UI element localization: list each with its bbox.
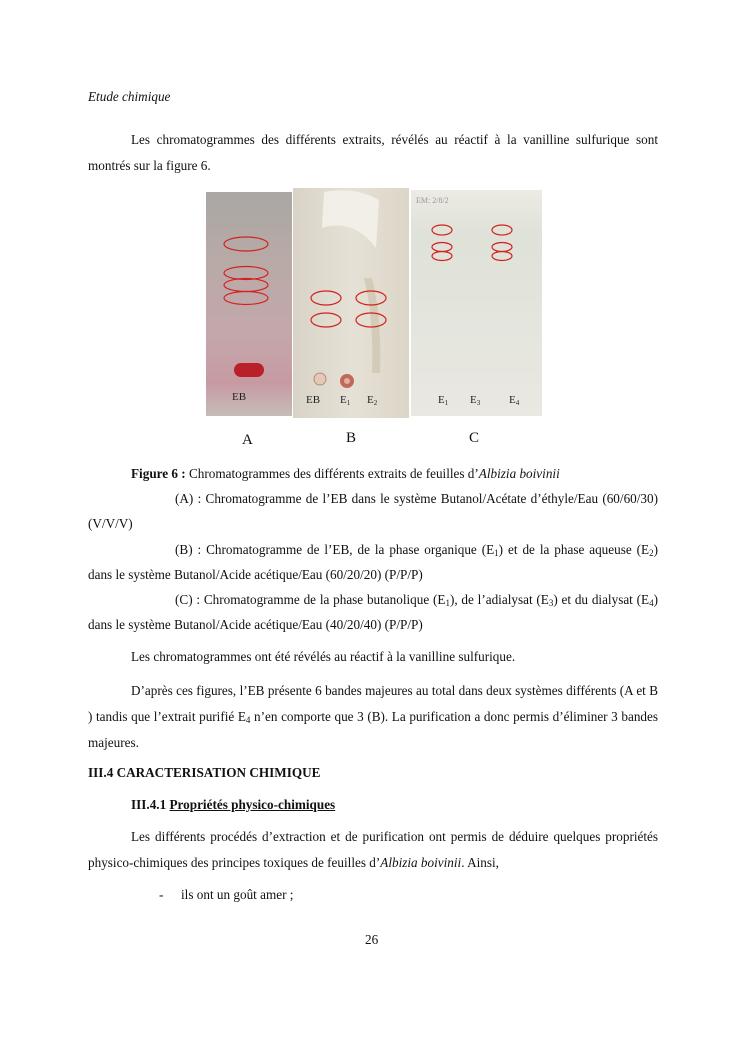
plate-b-spot-label-3: E2	[367, 394, 378, 407]
plate-c-spot-label-1: E1	[438, 394, 449, 407]
bullet-dash: -	[159, 887, 164, 902]
plate-b	[293, 188, 409, 418]
eb-spot-a	[234, 363, 264, 377]
plate-b-spot-label-2: E1	[340, 394, 351, 407]
section-heading: III.4 CARACTERISATION CHIMIQUE	[88, 765, 321, 780]
caption-c: (C) : Chromatogramme de la phase butanolique $(E_1)$, de l’adialysat $(E_3)$ et du dialysat $(E_4)$ dans le système Butanol/Acide acétique/Eau (40/20/40) (P/P/P)	[88, 592, 658, 632]
panel-label-b: B	[346, 430, 357, 446]
intro-paragraph: Les chromatogrammes des différents extraits, révélés au réactif à la vanilline sulfurique sont montrés sur la figure 6.	[88, 132, 658, 173]
panel-label-a: A	[242, 432, 253, 448]
caption-a: (A) : Chromatogramme de l’EB dans le système Butanol/Acétate d’éthyle/Eau (60/60/30) (V/V/V)	[88, 491, 658, 531]
plate-a	[204, 188, 293, 418]
tlc-plates-image	[204, 188, 542, 418]
plate-b-spot-label-1: EB	[306, 394, 321, 406]
plate-c	[409, 188, 542, 418]
plate-c-handwritten-note: EM: 2/8/2	[416, 196, 449, 205]
plate-c-spot-label-3: E4	[509, 394, 520, 407]
subsection-heading: III.4.1 Propriétés physico-chimiques	[131, 797, 336, 812]
figure-6-chromatograms	[204, 188, 542, 418]
caption-revealed-note: Les chromatogrammes ont été révélés au réactif à la vanilline sulfurique.	[131, 649, 516, 664]
panel-label-c: C	[469, 430, 480, 446]
caption-b: (B) : Chromatogramme de l’EB, de la phase organique $(E_1)$ et de la phase aqueuse $(E_2)$ dans le système Butanol/Acide acétique/Eau (60/20/20) (P/P/P)	[88, 542, 658, 582]
plate-a-spot-label: EB	[232, 391, 247, 403]
figure-caption-title: Figure 6 : Chromatogrammes des différents extraits de feuilles d’Albizia boivinii	[131, 466, 560, 481]
section-header: Etude chimique	[88, 89, 171, 104]
page-number: 26	[365, 932, 379, 947]
bullet-item: ils ont un goût amer ;	[181, 887, 294, 902]
body-paragraph-1: D’après ces figures, l’EB présente 6 bandes majeures au total dans deux systèmes différents (A et B ) tandis que l’extrait purifié $E_4$ n’en comporte que 3 (B). La purification a donc permis d’éliminer 3 bandes majeures.	[88, 683, 658, 750]
plate-c-spot-label-2: E3	[470, 394, 481, 407]
body-paragraph-2: Les différents procédés d’extraction et de purification ont permis de déduire quelques propriétés physico-chimiques des principes toxiques de feuilles d’Albizia boivinii. Ainsi,	[88, 829, 658, 870]
